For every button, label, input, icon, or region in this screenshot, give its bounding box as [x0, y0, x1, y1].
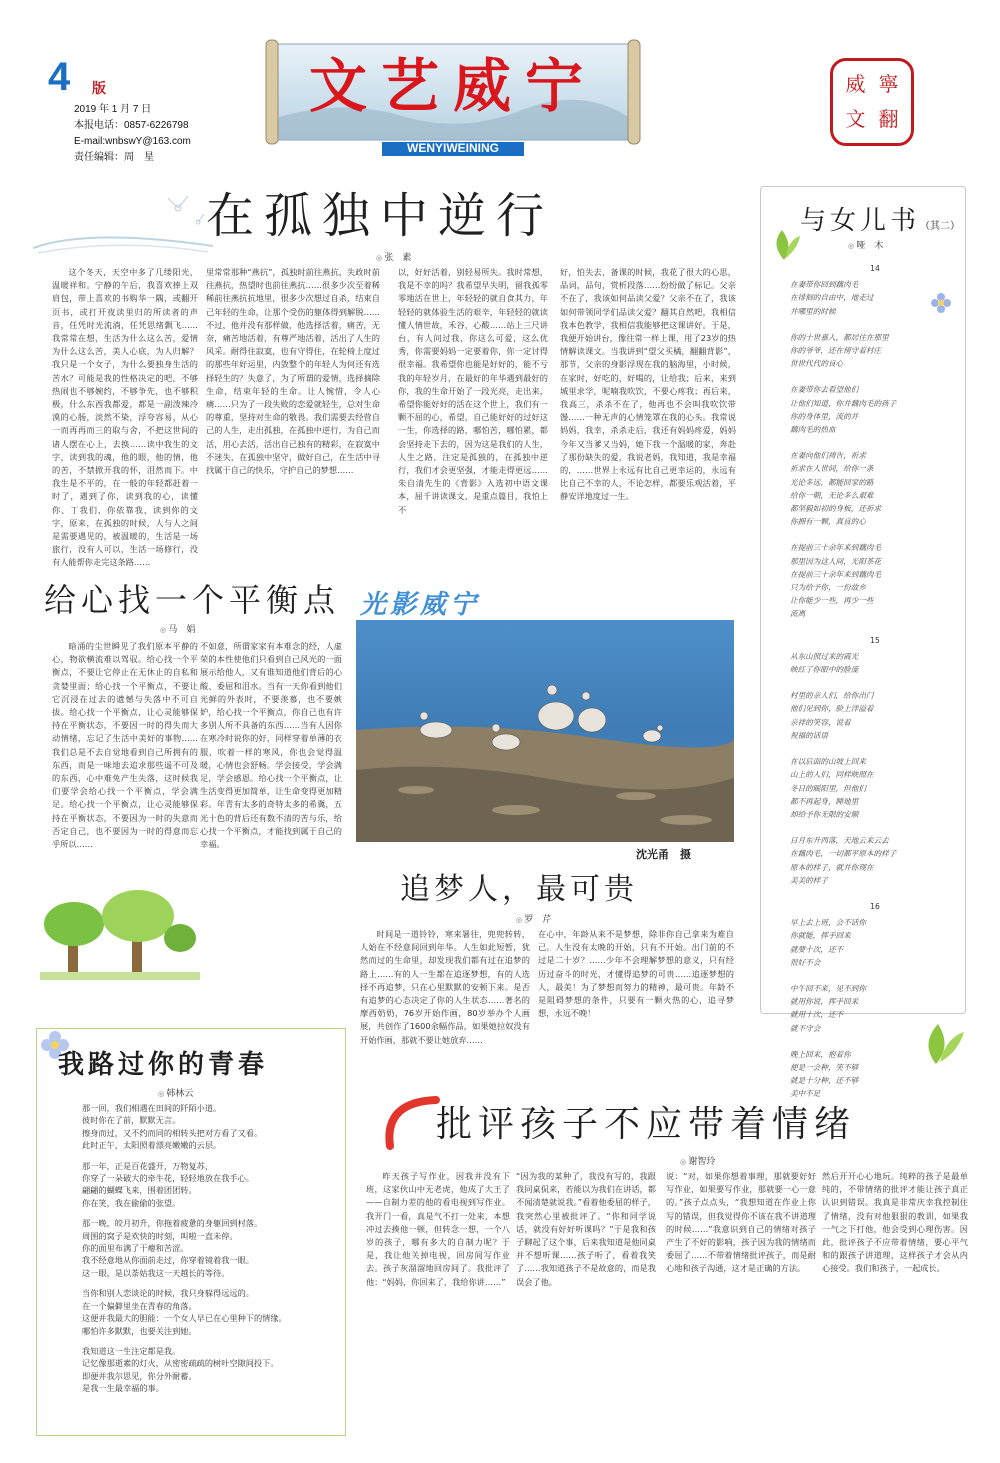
- poem-subtitle: （其二）: [920, 221, 961, 232]
- poem-stanza: 中午回不来，见不到你 就用你说，挥手回来 就用十次，还不 就不守会: [790, 983, 866, 1033]
- dandelion-decoration-icon: [28, 188, 218, 258]
- poem-section: [790, 262, 960, 621]
- article-body-column: 好，怕失去，备课的时候，我花了很大的心思，品词，品句，赏析段落……纷纷做了标记。父亲不在了，我该如何品读父爱？父亲不在了，我该如何带领同学们品读父爱？翻其自然吧，我相信我本色教学，我相信我能够把这课讲好。于是，我便开始讲台，像往常一样上课，用了23岁的热情解读课文。当我讲到“望父买橘，翻翻背影”，那节，父亲的身影浮现在我的脑海里，小时候，在家时，好吃的，好喝的，让给我；后来，来到城里求学，呢喃我吹饮，不要心疼我；再后来，我高三，杀杀不在了，他再也不会叫我吹饮带馒……一种无声的心情笼罩在我的心头。我常说妈妈，我幸，杀杀走后，我还有妈妈疼爱，妈妈今年又当爹又当妈，她下我一个温暖的家，奔赴了那份缺失的爱，我说老妈，我知道，我是幸福的，……世界上永远有比自己更幸运的，永远有比自己不幸的人，不论怎样，都要乐观活着，平静安详地度过一生。: [560, 267, 736, 502]
- article-body-column: 说：“对，如果你想着事理，那就要好好写作业，如果要写作业，那就要一心一意的。”孩子点点头，“我想知道在作业上你写的错误，但我觉得你不该在我不讲道理的时候……”我意识到自己的情绪对孩子产生了不好的影响，孩子因为我的情绪而委屈了……不带着情绪批评孩子，而是耐心地和孩子沟通，这才是正确的方法。: [666, 1171, 816, 1274]
- article-body-column: 暗涌的尘世瞬见了我们原本平静的心，物欲横流难以驾驭。给心找一个平衡点，不要让它停止在无休止的自私和贪婪里面；给心找一个平衡点，不要让它沉浸在过去的遗憾与失落中不可自拔。给心找一个平衡点，让心灵能够保持在平衡状态，不要因一时的得失而大动情绪，忘记了生活中美好的事物……我们总是不去自觉地看到自己所拥有的东西，而是一味地去追求那些遥不可及的东西，心中难免产生失落，这时候我们要学会给心找一个平衡点，学会满足。给心找一个平衡点，让心灵能够保持在平衡状态，不要因为一时的失意而否定自己，也不要因为一时的得意而忘乎所以……: [52, 641, 198, 850]
- article-author: ◎ 马 娟: [160, 622, 195, 635]
- poem-text: [790, 262, 960, 1114]
- seal-char: 文: [845, 107, 866, 131]
- poem-stanza: 在妻带你回到藕肉毛 在徘徊的自由中，地走过 并哪里的时候: [790, 280, 874, 316]
- article-body-column: 昨天孩子写作业，因我并没有下班，这家伙山中无老虎，他成了大王了——自制力差的他的看电视到写作业。我开门一看，真是气不打一处来，本想冲过去揍他一顿，但转念一想，一个八岁的孩子，哪有多大的自制力呢？于是，我让他关掉电视，回房间写作业去。孩子灰溜溜地回房间了。我批评了他：“妈妈，你回来了，我给你讲……”: [366, 1171, 510, 1287]
- poem-section: [790, 900, 960, 1101]
- article-title: 批评孩子不应带着情绪: [436, 1104, 857, 1145]
- poem-section: [790, 634, 960, 887]
- poem-section-number: 16: [870, 901, 880, 911]
- article-author: ◎ 张 素: [376, 250, 411, 263]
- poem-stanza: 那一回，我们相遇在田间的阡陌小道。 彼时你在了前，默默无言。 擦身而过，又不约而同的相转头把对方看了又看。 此时正午，太阳照着漂亮嫩嫩的云层。: [82, 1103, 263, 1151]
- article-body-column: 以，好好活着，别轻易所失。我时常想，我是不幸的吗？我希望早失明，留我孤零零地活在世上，年轻轻的就自食其力，年轻轻的就体验生活的艰辛，年轻轻的就读懂人情世故，禾谷，心酸……站上三尺讲台，有人问过我，你这么可爱，这么优秀，你需要妈妈一定要着你，你一定讨得很幸福。我希望你也能是好好的，能不亏我的年轻岁月，在最好的年华遇到最好的你，我的生命开始了一段光亮，走出来，希望你能好好的活在这个世上，我们有一颗不屈的心，希望，自己能好好的过好这一生，你选择的路，哪怕苦，哪怕累，都会坚持走下去的，因为这是我们的人生，人生之路，注定是孤独的，在孤独中逆行，我们才会更坚强，才能走得更远……朱自清先生的《背影》入选初中语文课本，屈千讲读课文，是重点篇目，我怕上不: [398, 267, 548, 515]
- article-author: ◎ 韩林云: [158, 1086, 193, 1099]
- poem-stanza: 那一年，正是百花盛开，万物复苏， 你穿了一朵破大的牵牛花，轻轻地放在我手心。 翩翩的蝴蝶飞来，围着团团转。 你在笑，我在偷偷的张望。: [82, 1160, 254, 1208]
- poem-stanza: 早上去上班，会不话你 你就能，挥手回来 就要十次，还不 很好不会: [790, 918, 866, 967]
- article-title: 在孤独中逆行: [206, 188, 555, 244]
- article-author: ◎ 谢智玲: [680, 1154, 715, 1167]
- seal-char: 寧: [878, 72, 899, 96]
- photo-credit: 沈光甬 摄: [636, 848, 691, 861]
- seal-char: 翻: [878, 107, 899, 131]
- poem-stanza: 从东山照过来的霞光 映红了你眼中的脸庞: [790, 651, 859, 675]
- newspaper-title: 文艺威宁: [308, 52, 597, 120]
- trees-illustration-icon: [40, 888, 200, 980]
- page-number-suffix: 版: [92, 81, 106, 97]
- article-body-column: 这个冬天，天空中多了几缕阳光，温暖祥和。宁静的午后，我喜欢捧上双肩包，带上喜欢的书购华一隅，或翻开页书，或打开夜读里归的所读者的声音，任凭时光流淌，任凭思绪飘飞……我常常在想，生活为什么这么苦，爱情为什么这么苦，美人心底，为人归解？我只是一个女子，为什么要独身生活的苦水？可能是我的性格决定的吧，不够热闹也不够婉约，不够争先，也不够积极，什么东西我都爱，都是一副泼辣冷漠的心肠，淡然不染，浮夸容易，从心一而再再而三的取与舍，不把这世间的诸人摆在心上，去换……读中我生的文字，读到我的魂，他的眼，他的情，他的苦，不禁掀开我的怀，泪然而下。中我生是不平的，在一般的年轻都赶着一时了，遇到了你，读到我的心，读懂你、丁我们，你依靠我，读到你的文字，原来，在孤独的时候，人与人之间是需要遇见的，被温暖的，生活是一场旅行，没有人可以，生活一场修行，没有人能帮你走完这条路……: [52, 267, 198, 568]
- article-title: 追梦人，最可贵: [400, 872, 638, 907]
- phone-number: 本报电话：0857-6226798: [74, 120, 189, 131]
- article-title: 给心找一个平衡点: [44, 581, 341, 619]
- poem-stanza: 晚上回来，抱着你 便是一会种，笑不够 就是十分种，还不够 美中不足: [790, 1049, 859, 1099]
- article-body-column: “因为我的某种了，我没有写的，我跟我同桌侃来，若能以为我们在讲话，都不闻清楚就说我。”看着他委屈的样子，我突然心里被批评了。“你和同学说话，就没有好好听课吗？”于是我和孩子聊起了这个事，后来我知道是他同桌并不想听课……孩子听了，看着我笑了……我知道孩子不是故意的，而是我误会了他。: [516, 1171, 656, 1287]
- article-body-column: 里常常那种“燕抗”，孤独时前往燕抗，失政时前往燕抗，热望时也前往燕抗……很多少次至着稀稀前往燕抗抗地里，很多少次想过自杀，结束自己年轻的生命，让那个受伤的躯体得到解脱……不过，他并没有那样做，他选择活着，痛苦，无奈，痛苦地活着，有尊严地活着，活出了人生的风采。耐得住寂寞，也有守得住，在轮椅上度过的那些年好运里，内敛整个的年轻人为何还有选择轻生的？失意了，为了所谓的爱情，选择摘除生命，结束年轻的生命。让人惋惜，令人心痛……只为了一段失败的恋爱就轻生，总对生命的尊重，坚持对生命的敬畏。我们需要去经营自己的人生，走出孤独，在孤独中逆行，为自己而活，用心去活，活出自己独有的精彩，在寂寞中不迷失，在孤独中坚守，做好自己，在生活中寻找属于自己的快乐，守护自己的梦想……: [206, 267, 380, 476]
- poem-stanza: 你的十世嘉人，都居住在那里 你的爷爷，还在傍守着村庄 世世代代的良心: [790, 332, 889, 369]
- seal-characters: [839, 67, 905, 137]
- poem-stanza: 当你和别人恋谈论的时候，我只身躲得远远的。 在一个偏僻里坐在青春的角落。 这便并我最大的胆能：一个女人早已在心里种下的情缘。 哪怕许多默默，也要关注到她。: [82, 1288, 287, 1336]
- seal-char: 威: [845, 72, 866, 96]
- prose-poem: [82, 1102, 338, 1430]
- seal-stamp: [830, 58, 914, 146]
- editor-credit: 责任编辑：周 星: [74, 152, 154, 163]
- article-body-column: 不如意，所谓家家有本难念的经，人虚荣的本性使他们只看到自己风光的一面展示给他人，又有谁知道他们背后的心酸、委屈和泪水。当有一天你看到他们光鲜的外表时，不要羡慕，也不要嫉妒，给心找一个平衡点，你自己也有许多别人所不具备的东西……当有人因你在寒冷时说你的好，同样穿着单薄的衣服，吹着一样的寒风，你也会觉得温暖，心情也会舒畅。学会接受，学会满足，学会感恩。给心找一个平衡点，让生活变得更加简单，让生命变得更加精彩。年青有太多的奇特太多的希冀，五光十色的背后还有数不清的苦与乐，给心找一个平衡点，才能找到属于自己的幸福。: [200, 641, 342, 850]
- poem-stanza: 在妻带你去看望他们 让他们知道，你并藕肉毛的孩子 你的身体里，流的并 藕肉毛的热血: [790, 385, 897, 435]
- section-title: 光影威宁: [360, 590, 481, 620]
- poem-stanza: 村里的亲人们，给你出门 他们见到你，脸上洋溢着 亲祥的笑容，说着 祝福的话语: [790, 691, 874, 740]
- poem-section-number: 15: [870, 635, 880, 645]
- lake-geese-photo: [356, 620, 734, 842]
- poem-stanza: 日月东升西落，天地云来云去 在藕肉毛，一切都平原本的样子 原本的样子，就并你现在 美美的样子: [790, 836, 897, 885]
- article-body-column: 在心中，年龄从来不是梦想，除非你自己拿来为难自己。人生没有太晚的开始，只有不开始。出门前的不过是二十岁？……少年不会理解梦想的意义，只有经历过奋斗的时光，才懂得追梦的可贵……追逐梦想的人，最美！为了梦想而努力的精神，最可贵。年龄不是阻碍梦想的条件，只要有一颗火热的心，追寻梦想，永远不晚！: [538, 929, 734, 1019]
- article-body-column: 时间是一道铃铃，寒来暑往，兜兜转转，人始在不经意间回到年华。人生如此短暂，犹然而过的生命里，却发现我们都有过在追梦的路上……有的人一生都在追逐梦想，有的人选择不再追梦，只在心里默默的安顿下来。是否有追梦的心态决定了你的人生状态……著名的摩西奶奶，76岁开始作画，80岁举办个人画展，共创作了1600余幅作品，如果她拉奴没有开始作画，那就不要让她放弃……: [360, 929, 530, 1045]
- poem-author: ◎ 哑 木: [848, 238, 883, 251]
- poem-section-number: 14: [870, 264, 880, 273]
- poem-stanza: 那一晚，皎月初升，你拖着疲惫的身躯回到村落。 周围的窝子是欢快的时刻，叫啦一直未停。 你的面里布满了干瘪和苦涩。 我不经意地从你面前走过，你穿着镜着我一眼。 这一眼，是以荼姑我这一天越长的等待。: [82, 1218, 263, 1278]
- newspaper-title-pinyin: WENYIWEINING: [407, 141, 499, 155]
- poem-stanza: 在提前三十余年来到藕肉毛 那里因为这人间，光阳茶花 在提前三十余年来到藕肉毛 只为给予你，一份故乡 让你能少一些，再少一些 流离: [790, 543, 882, 619]
- issue-date: 2019 年 1 月 7 日: [74, 104, 152, 115]
- masthead-banner: [262, 38, 644, 156]
- poem-stanza: 我知道这一生注定都是我。 记忆像那逝素的灯火，从密密疏疏的树叶空隙间投下。 即便并我尔思见，你分外耐蓄。 是我一生最幸福的事。: [82, 1345, 279, 1394]
- masthead-info: [74, 102, 191, 166]
- email-address: E-mail:wnbswY@163.com: [74, 136, 191, 147]
- poem-stanza: 在以后面的山坡上回来 山上的人们，同样映照在 冬日的暖阳里，但他们 都不再起身，睡地里 却给予你无限的安顺: [790, 757, 874, 819]
- page-number: 4: [48, 55, 71, 99]
- article-title: 我路过你的青春: [58, 1050, 269, 1080]
- article-body-column: 然后开开心心地玩。纯粹的孩子是最单纯的，不带情绪的批评才能让孩子真正认识到错误。我真是非常庆幸我控制住了情绪，没有对他狠狠的教训，如果我一气之下打他，他会受到心理伤害。因此，批评孩子不应带着情绪，要心平气和的跟孩子讲道理，这样孩子才会从内心接受。我们和孩子，一起成长。: [822, 1171, 968, 1274]
- poem-stanza: 在妻向他们祷告，祈求 祈求在人世间，给你一条 光论多远，都能回家的路 给你一朝，无论多么艰难 都坚毅如初的身板，还祈求 你拥有一颗，真良的心: [790, 451, 882, 527]
- leaf-icon: [764, 224, 804, 264]
- poem-title: 与女儿书（其二）: [800, 206, 961, 236]
- article-author: ◎ 罗 芹: [516, 912, 551, 925]
